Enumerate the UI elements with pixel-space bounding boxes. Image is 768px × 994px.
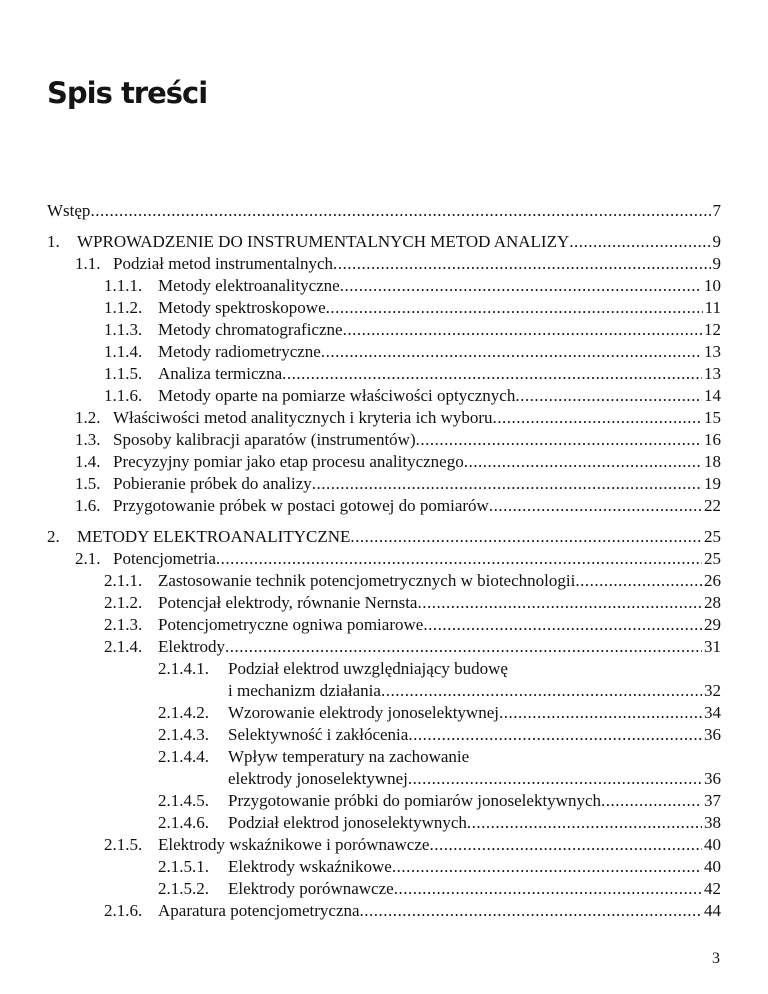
toc-entry-page: 40	[704, 857, 721, 876]
dot-leader	[515, 385, 702, 407]
toc-entry-page: 19	[704, 474, 721, 493]
toc-entry-page: 7	[712, 201, 721, 220]
toc-entry-title: Pobieranie próbek do analizy	[113, 474, 312, 493]
toc-entry-number: 2.1.4.6.	[158, 813, 209, 832]
toc-entry-number: 1.1.	[75, 254, 101, 273]
toc-entry-page: 14	[704, 386, 721, 405]
toc-entry-page: 34	[704, 703, 721, 722]
toc-entry-title: Przygotowanie próbki do pomiarów jonoselektywnych	[228, 791, 601, 810]
dot-leader	[312, 473, 702, 495]
dot-leader	[216, 548, 702, 570]
toc-entry-title: Wzorowanie elektrody jonoselektywnej	[228, 703, 499, 722]
dot-leader	[392, 856, 702, 878]
dot-leader	[467, 812, 702, 834]
dot-leader	[423, 614, 702, 636]
toc-entry-number: 1.1.5.	[104, 364, 143, 383]
toc-entry-number: 1.2.	[75, 408, 101, 427]
dot-leader	[326, 297, 703, 319]
toc-entry[interactable]	[104, 319, 721, 341]
toc-entry[interactable]	[104, 900, 721, 922]
toc-entry[interactable]	[75, 253, 721, 275]
toc-entry-number: 1.1.4.	[104, 342, 143, 361]
toc-entry[interactable]	[104, 341, 721, 363]
toc-entry-page: 12	[704, 320, 721, 339]
toc-entry-page: 28	[704, 593, 721, 612]
dot-leader	[340, 275, 702, 297]
toc-entry-number: 2.1.5.2.	[158, 879, 209, 898]
toc-entry-number: 2.1.2.	[104, 593, 143, 612]
toc-entry-page: 15	[704, 408, 721, 427]
toc-entry-number: 2.1.	[75, 549, 101, 568]
toc-entry[interactable]	[158, 724, 721, 746]
toc-entry[interactable]	[104, 636, 721, 658]
toc-entry[interactable]	[158, 878, 721, 900]
toc-entry[interactable]	[47, 526, 721, 548]
dot-leader	[343, 319, 702, 341]
toc-entry-title: Wstęp	[47, 201, 91, 220]
toc-entry[interactable]	[75, 473, 721, 495]
dot-leader	[569, 231, 710, 253]
toc-entry-page: 9	[712, 232, 721, 251]
dot-leader	[381, 680, 702, 702]
dot-leader	[601, 790, 702, 812]
toc-entry-page: 13	[704, 342, 721, 361]
toc-entry-title: Potencjometryczne ogniwa pomiarowe	[158, 615, 424, 634]
toc-entry-number: 1.5.	[75, 474, 101, 493]
toc-entry-title: Elektrody wskaźnikowe	[228, 857, 392, 876]
toc-entry-page: 44	[704, 901, 721, 920]
toc-entry-page: 11	[704, 298, 721, 317]
toc-entry-number: 2.1.4.	[104, 637, 143, 656]
toc-entry-page: 29	[704, 615, 721, 634]
toc-entry-page: 38	[704, 813, 721, 832]
toc-entry-number: 1.6.	[75, 496, 101, 515]
toc-entry-title: Sposoby kalibracji aparatów (instrumentów)	[113, 430, 416, 449]
toc-entry-title: Zastosowanie technik potencjometrycznych w biotechnologii	[158, 571, 576, 590]
toc-entry-number: 2.1.5.	[104, 835, 143, 854]
dot-leader	[321, 341, 702, 363]
toc-entry-number: 2.1.5.1.	[158, 857, 209, 876]
toc-entry-title: Elektrody wskaźnikowe i porównawcze	[158, 835, 430, 854]
toc-entry-page: 25	[704, 549, 721, 568]
toc-entry[interactable]	[104, 275, 721, 297]
toc-entry-number: 2.1.1.	[104, 571, 143, 590]
dot-leader	[360, 900, 702, 922]
toc-entry-number: 2.1.4.4.	[158, 747, 209, 766]
dot-leader	[408, 768, 702, 790]
page-number: 3	[712, 950, 720, 967]
toc-entry-title: i mechanizm działania	[228, 681, 381, 700]
toc-entry-title: Metody chromatograficzne	[158, 320, 343, 339]
dot-leader	[90, 200, 710, 222]
toc-entry-title: Metody radiometryczne	[158, 342, 321, 361]
toc-entry[interactable]	[47, 200, 721, 222]
toc-entry[interactable]	[104, 297, 721, 319]
toc-entry-number: 1.3.	[75, 430, 101, 449]
toc-entry-title: elektrody jonoselektywnej	[228, 769, 408, 788]
dot-leader	[416, 429, 702, 451]
toc-entry-title: Podział elektrod uwzględniający budowę	[228, 659, 508, 678]
dot-leader	[225, 636, 702, 658]
dot-leader	[417, 592, 702, 614]
toc-entry-page: 18	[704, 452, 721, 471]
toc-entry-page: 42	[704, 879, 721, 898]
toc-entry-page: 36	[704, 769, 721, 788]
toc-entry-number: 1.1.1.	[104, 276, 143, 295]
dot-leader	[429, 834, 702, 856]
toc-entry-title: METODY ELEKTROANALITYCZNE	[77, 527, 351, 546]
toc-entry-page: 22	[704, 496, 721, 515]
toc-entry-number: 2.1.4.3.	[158, 725, 209, 744]
dot-leader	[489, 495, 702, 517]
toc-entry-number: 2.1.3.	[104, 615, 143, 634]
toc-entry[interactable]	[75, 429, 721, 451]
toc-entry-title: WPROWADZENIE DO INSTRUMENTALNYCH METOD ANALIZY	[77, 232, 570, 251]
toc-entry-page: 13	[704, 364, 721, 383]
toc-entry-page: 36	[704, 725, 721, 744]
toc-entry-title: Metody elektroanalityczne	[158, 276, 340, 295]
toc-entry[interactable]	[104, 570, 721, 592]
toc-entry-page: 40	[704, 835, 721, 854]
toc-entry[interactable]	[75, 451, 721, 473]
toc-entry-number: 2.1.4.1.	[158, 659, 209, 678]
toc-entry-line	[158, 746, 469, 768]
toc-entry[interactable]	[104, 614, 721, 636]
toc-entry-title: Precyzyjny pomiar jako etap procesu analitycznego	[113, 452, 464, 471]
toc-entry[interactable]	[158, 812, 721, 834]
dot-leader	[408, 724, 702, 746]
toc-entry-line	[158, 658, 508, 680]
toc-entry-title: Właściwości metod analitycznych i kryteria ich wyboru	[113, 408, 493, 427]
toc-entry[interactable]	[104, 363, 721, 385]
dot-leader	[464, 451, 702, 473]
toc-entry[interactable]	[228, 680, 721, 702]
toc-entry-number: 2.1.6.	[104, 901, 143, 920]
toc-entry[interactable]	[75, 495, 721, 517]
toc-entry-page: 32	[704, 681, 721, 700]
dot-leader	[493, 407, 702, 429]
toc-entry[interactable]	[75, 548, 721, 570]
toc-entry-page: 37	[704, 791, 721, 810]
toc-entry[interactable]	[104, 834, 721, 856]
toc-entry-title: Aparatura potencjometryczna	[158, 901, 360, 920]
dot-leader	[499, 702, 702, 724]
toc-entry-title: Elektrody	[158, 637, 226, 656]
dot-leader	[282, 363, 702, 385]
toc-entry-title: Selektywność i zakłócenia	[228, 725, 409, 744]
toc-entry[interactable]	[47, 231, 721, 253]
toc-entry-title: Potencjometria	[113, 549, 216, 568]
dot-leader	[350, 526, 702, 548]
toc-entry-title: Potencjał elektrody, równanie Nernsta	[158, 593, 418, 612]
toc-entry-title: Podział elektrod jonoselektywnych	[228, 813, 467, 832]
toc-entry-title: Elektrody porównawcze	[228, 879, 394, 898]
toc-entry-title: Wpływ temperatury na zachowanie	[228, 747, 470, 766]
toc-entry-title: Metody spektroskopowe	[158, 298, 326, 317]
toc-entry-page: 10	[704, 276, 721, 295]
toc-entry-number: 1.	[47, 232, 60, 251]
toc-entry-page: 9	[712, 254, 721, 273]
toc-entry-title: Podział metod instrumentalnych	[113, 254, 334, 273]
toc-entry[interactable]	[104, 385, 721, 407]
toc-entry-title: Analiza termiczna	[158, 364, 283, 383]
dot-leader	[575, 570, 702, 592]
dot-leader	[333, 253, 710, 275]
toc-entry-page: 25	[704, 527, 721, 546]
toc-entry-number: 2.1.4.5.	[158, 791, 209, 810]
toc-entry-number: 1.1.3.	[104, 320, 143, 339]
toc-entry-title: Metody oparte na pomiarze właściwości optycznych	[158, 386, 516, 405]
toc-entry-number: 1.4.	[75, 452, 101, 471]
toc-entry[interactable]	[158, 790, 721, 812]
toc-entry-number: 2.	[47, 527, 60, 546]
toc-entry-page: 16	[704, 430, 721, 449]
toc-entry[interactable]	[75, 407, 721, 429]
toc-entry-number: 1.1.6.	[104, 386, 143, 405]
toc-entry-page: 26	[704, 571, 721, 590]
toc-entry[interactable]	[228, 768, 721, 790]
toc-entry-number: 2.1.4.2.	[158, 703, 209, 722]
page-title: Spis treści	[47, 76, 208, 110]
toc-entry-title: Przygotowanie próbek w postaci gotowej do pomiarów	[113, 496, 489, 515]
toc-entry[interactable]	[158, 702, 721, 724]
dot-leader	[394, 878, 702, 900]
toc-entry[interactable]	[158, 856, 721, 878]
toc-entry-number: 1.1.2.	[104, 298, 143, 317]
toc-entry[interactable]	[104, 592, 721, 614]
toc-entry-page: 31	[704, 637, 721, 656]
